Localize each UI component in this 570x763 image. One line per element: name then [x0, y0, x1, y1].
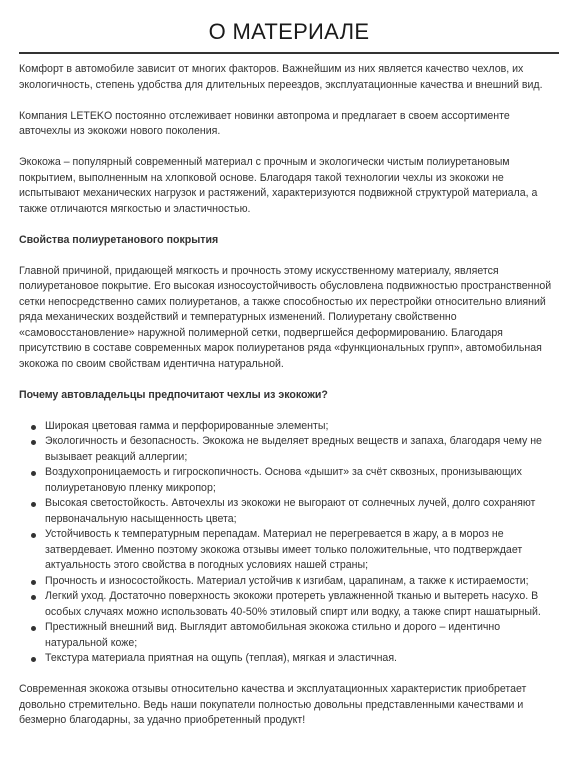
- list-item: [19, 620, 559, 651]
- reasons-list: [19, 419, 559, 667]
- list-item-text: Экологичность и безопасность. Экокожа не выделяет вредных веществ и запаха, благодаря чему не вызывает реакций аллергии;: [45, 435, 542, 463]
- list-item-text: Высокая светостойкость. Авточехлы из экокожи не выгорают от солнечных лучей, долго сохраняют первоначальную насыщенность цвета;: [45, 497, 536, 525]
- properties-paragraph: Главной причиной, придающей мягкость и прочность этому искусственному материалу, является полиуретановое покрытие. Его высокая износоустойчивость обусловлена подвижностью пространственной сетки непосредственно самих полиуретанов, а также способностью их перестройки относительно влияний ряда механических воздействий и температурных изменений. Полиуретану свойственно «самовосстановление» наружной полимерной сетки, подвергшейся деформированию. Благодаря присутствию в составе современных марок полиуретанов ряда «функциональных групп», автомобильная экокожа по своим свойствам идентична натуральной.: [19, 264, 552, 370]
- article-body: [19, 62, 559, 744]
- bullet-icon: [31, 595, 36, 600]
- list-item: [19, 651, 559, 667]
- title-divider: [19, 52, 559, 54]
- title-section: [19, 0, 559, 53]
- list-item-text: Прочность и износостойкость. Материал устойчив к изгибам, царапинам, а также к истираемости;: [45, 574, 529, 587]
- bullet-icon: [31, 425, 36, 430]
- list-item: [19, 574, 559, 590]
- bullet-icon: [31, 471, 36, 476]
- list-item: [19, 496, 559, 527]
- list-item-text: Престижный внешний вид. Выглядит автомобильная экокожа стильно и дорого – идентично натуральной коже;: [45, 621, 501, 649]
- reasons-heading: Почему автовладельцы предпочитают чехлы из экокожи?: [19, 388, 328, 401]
- properties-heading: Свойства полиуретанового покрытия: [19, 233, 219, 246]
- intro-paragraph-3: Экокожа – популярный современный материал с прочным и экологически чистым полиуретановым покрытием, выполненным на хлопковой основе. Благодаря такой технологии чехлы из экокожи не испытывают механических нагрузок и растяжений, характеризуются подвижной структурой материала, а также отличаются мягкостью и эластичностью.: [19, 156, 538, 215]
- bullet-icon: [31, 440, 36, 445]
- list-item-text: Широкая цветовая гамма и перфорированные элементы;: [45, 419, 329, 432]
- bullet-icon: [31, 657, 36, 662]
- list-item-text: Воздухопроницаемость и гигроскопичность. Основа «дышит» за счёт сквозных, пронизывающих полиуретановую пленку микропор;: [45, 466, 522, 494]
- list-item-text: Легкий уход. Достаточно поверхность экокожи протереть увлажненной тканью и вытереть насухо. В особых случаях можно использовать 40-50% этиловый спирт или водку, а также спирт нашатырный.: [45, 590, 541, 618]
- page-title: О МАТЕРИАЛЕ: [208, 19, 370, 44]
- list-item-text: Устойчивость к температурным перепадам. Материал не перегревается в жару, а в мороз не затвердевает. Именно поэтому экокожа отзывы имеет только положительные, что подтверждает актуальность этого свойства в погодных условиях нашей страны;: [45, 528, 523, 571]
- intro-paragraph-1: Комфорт в автомобиле зависит от многих факторов. Важнейшим из них является качество чехлов, их экологичность, степень удобства для длительных переездов, эксплуатационные качества и внешний вид.: [19, 63, 543, 91]
- list-item: [19, 465, 559, 496]
- list-item-text: Текстура материала приятная на ощупь (теплая), мягкая и эластичная.: [45, 652, 397, 664]
- intro-paragraph-2: Компания LETEKO постоянно отслеживает новинки автопрома и предлагает в своем ассортименте авточехлы из экокожи нового поколения.: [19, 109, 510, 137]
- bullet-icon: [31, 580, 36, 585]
- conclusion-paragraph: Современная экокожа отзывы относительно качества и эксплуатационных характеристик приобретает довольно стремительно. Ведь наши покупатели полностью довольны представленными качествами и безмерно благодарны, за удачно приобретенный продукт!: [19, 683, 527, 726]
- bullet-icon: [31, 626, 36, 631]
- list-item: [19, 527, 559, 574]
- bullet-icon: [31, 502, 36, 507]
- list-item: [19, 589, 559, 620]
- bullet-icon: [31, 533, 36, 538]
- list-item: [19, 419, 559, 435]
- list-item: [19, 434, 559, 465]
